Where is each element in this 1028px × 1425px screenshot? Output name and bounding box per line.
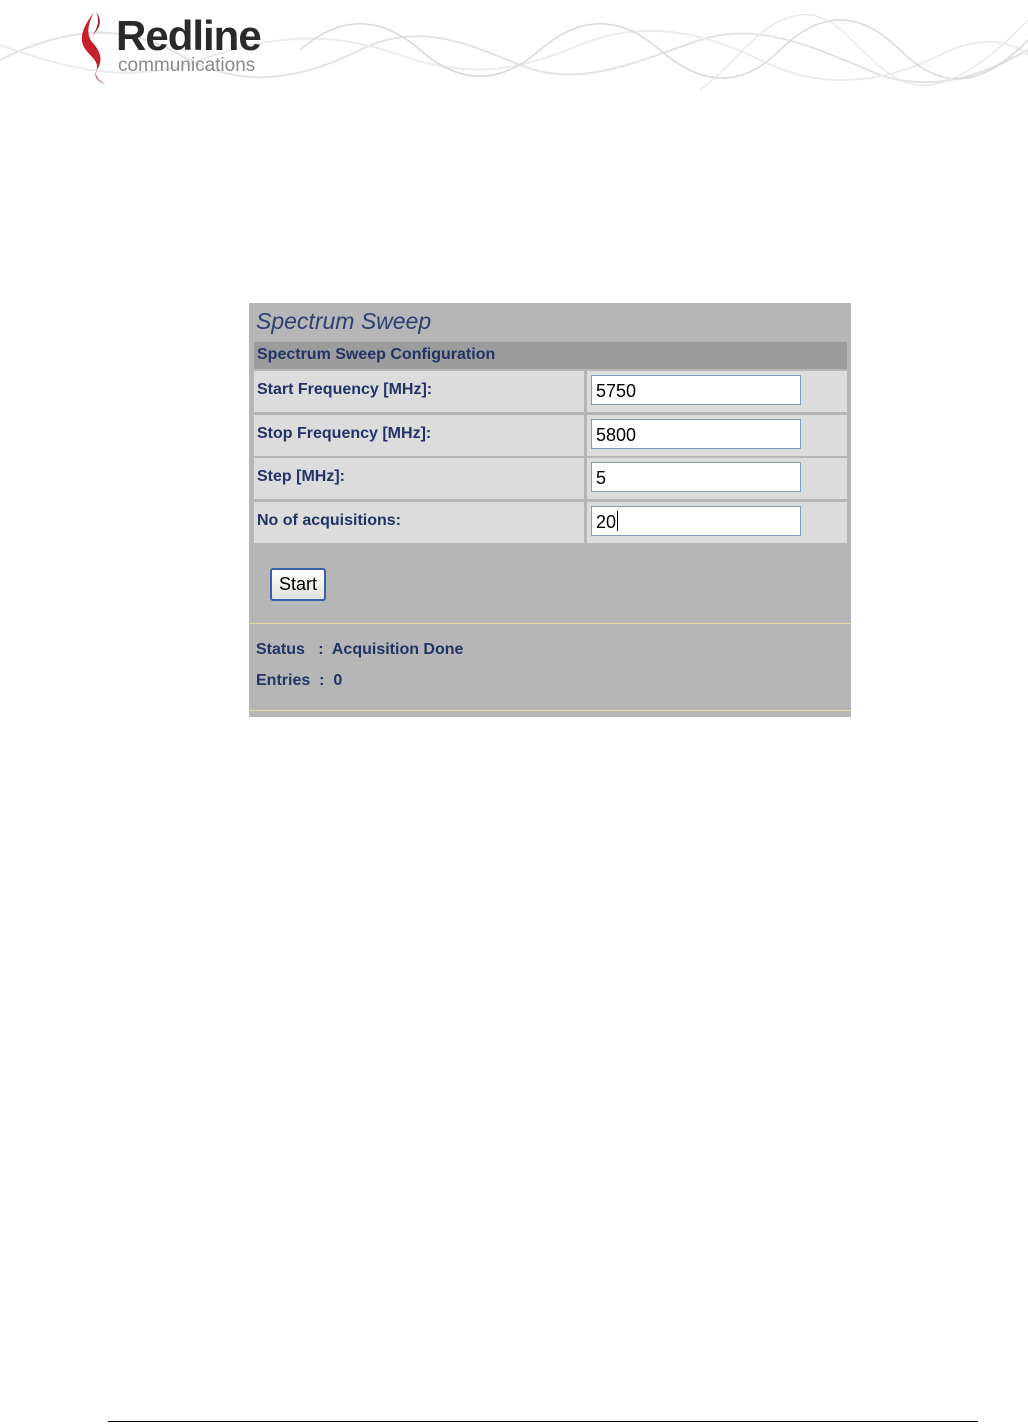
acquisitions-label-cell — [254, 502, 584, 543]
form-row-step — [254, 458, 847, 499]
logo-subtitle-text: communications — [118, 55, 256, 76]
form-row-start-frequency — [254, 371, 847, 412]
spectrum-sweep-panel — [249, 303, 851, 717]
stop-frequency-label-cell — [254, 415, 584, 456]
start-frequency-input[interactable] — [591, 375, 801, 405]
step-label-cell — [254, 458, 584, 499]
start-button[interactable]: Start — [270, 568, 326, 601]
step-label: Step [MHz]: — [257, 468, 345, 485]
divider-top — [249, 623, 851, 624]
entries-label: Entries — [256, 672, 311, 689]
stop-frequency-label: Stop Frequency [MHz]: — [257, 425, 432, 442]
status-label: Status — [256, 641, 305, 658]
start-frequency-input-cell — [587, 371, 847, 412]
acquisitions-input-cell — [587, 502, 847, 543]
logo-name-text: Redline — [116, 12, 261, 59]
step-input-cell — [587, 458, 847, 499]
entries-value: 0 — [333, 672, 343, 689]
start-frequency-value: 5750 — [596, 381, 637, 401]
status-line: Status : Acquisition Done — [256, 641, 464, 658]
stop-frequency-value: 5800 — [596, 425, 637, 445]
redline-logo — [72, 10, 282, 85]
stop-frequency-input-cell — [587, 415, 847, 456]
panel-title: Spectrum Sweep — [256, 308, 432, 334]
footer-rule — [108, 1421, 978, 1422]
start-frequency-label: Start Frequency [MHz]: — [257, 381, 433, 398]
form-row-acquisitions — [254, 502, 847, 543]
stop-frequency-input[interactable] — [591, 419, 801, 449]
acquisitions-value: 20 — [596, 512, 617, 532]
step-input[interactable] — [591, 462, 801, 492]
start-frequency-label-cell — [254, 371, 584, 412]
config-section-header-label: Spectrum Sweep Configuration — [257, 346, 496, 363]
redline-logo-mark-icon — [72, 10, 114, 85]
text-caret — [617, 511, 618, 531]
entries-line: Entries : 0 — [256, 672, 343, 689]
step-value: 5 — [596, 468, 607, 488]
acquisitions-input[interactable] — [591, 506, 801, 536]
config-section-header — [254, 342, 847, 369]
status-value: Acquisition Done — [331, 641, 464, 658]
divider-bottom — [249, 710, 851, 711]
acquisitions-label: No of acquisitions: — [257, 512, 401, 529]
form-row-stop-frequency — [254, 415, 847, 456]
